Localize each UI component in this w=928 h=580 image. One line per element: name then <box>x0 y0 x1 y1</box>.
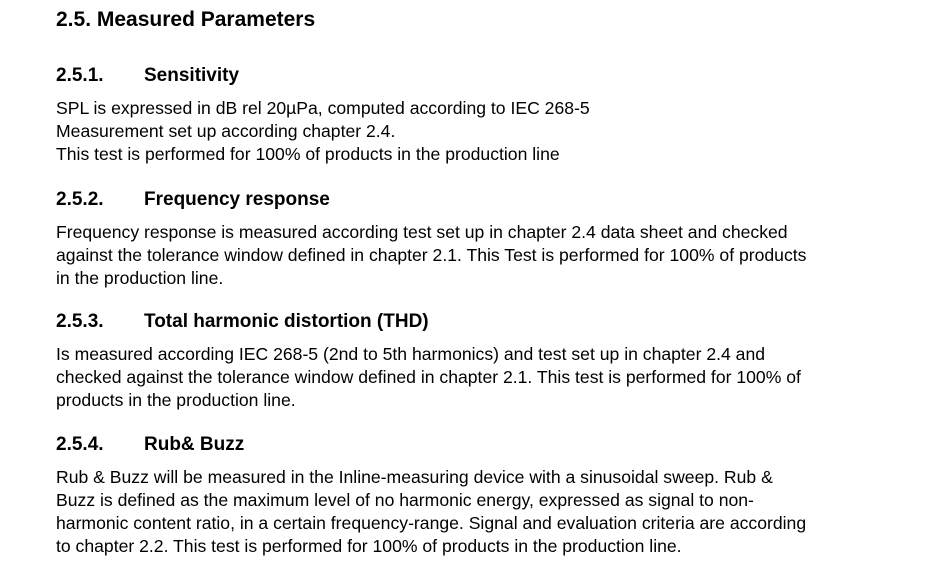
subsection-body <box>56 466 916 558</box>
subsection-title: Sensitivity <box>144 65 240 86</box>
body-line: to chapter 2.2. This test is performed for 100% of products in the production line. <box>56 536 682 556</box>
subsection-body <box>56 343 916 412</box>
subsection-frequency-response <box>56 188 916 290</box>
subsection-body <box>56 221 916 290</box>
body-line: SPL is expressed in dB rel 20µPa, computed according to IEC 268-5 <box>56 98 590 118</box>
body-line: Is measured according IEC 268-5 (2nd to 5th harmonics) and test set up in chapter 2.4 and <box>56 344 766 364</box>
subsection-number: 2.5.2. <box>56 189 104 210</box>
subsection-body <box>56 97 916 166</box>
subsection-heading <box>56 188 916 212</box>
subsection-title: Rub& Buzz <box>144 434 245 455</box>
body-line: in the production line. <box>56 268 224 288</box>
subsection-heading <box>56 64 916 88</box>
subsection-number: 2.5.1. <box>56 65 104 86</box>
section-heading: 2.5. Measured Parameters <box>56 8 316 31</box>
body-line: Frequency response is measured according test set up in chapter 2.4 data sheet and checked <box>56 222 788 242</box>
body-line: harmonic content ratio, in a certain frequency-range. Signal and evaluation criteria are according <box>56 513 807 533</box>
subsection-rub-buzz <box>56 433 916 558</box>
body-line: Rub & Buzz will be measured in the Inline-measuring device with a sinusoidal sweep. Rub & <box>56 467 773 487</box>
subsection-number: 2.5.3. <box>56 311 104 332</box>
subsection-number: 2.5.4. <box>56 434 104 455</box>
body-line: Buzz is defined as the maximum level of no harmonic energy, expressed as signal to non- <box>56 490 754 510</box>
subsection-title: Total harmonic distortion (THD) <box>144 311 429 332</box>
subsection-title: Frequency response <box>144 189 330 210</box>
body-line: products in the production line. <box>56 390 296 410</box>
subsection-thd <box>56 310 916 412</box>
body-line: against the tolerance window defined in chapter 2.1. This Test is performed for 100% of products <box>56 245 807 265</box>
subsection-heading <box>56 310 916 334</box>
body-line: This test is performed for 100% of products in the production line <box>56 144 560 164</box>
body-line: Measurement set up according chapter 2.4. <box>56 121 396 141</box>
subsection-sensitivity <box>56 64 916 166</box>
body-line: checked against the tolerance window defined in chapter 2.1. This test is performed for 100% of <box>56 367 801 387</box>
subsection-heading <box>56 433 916 457</box>
